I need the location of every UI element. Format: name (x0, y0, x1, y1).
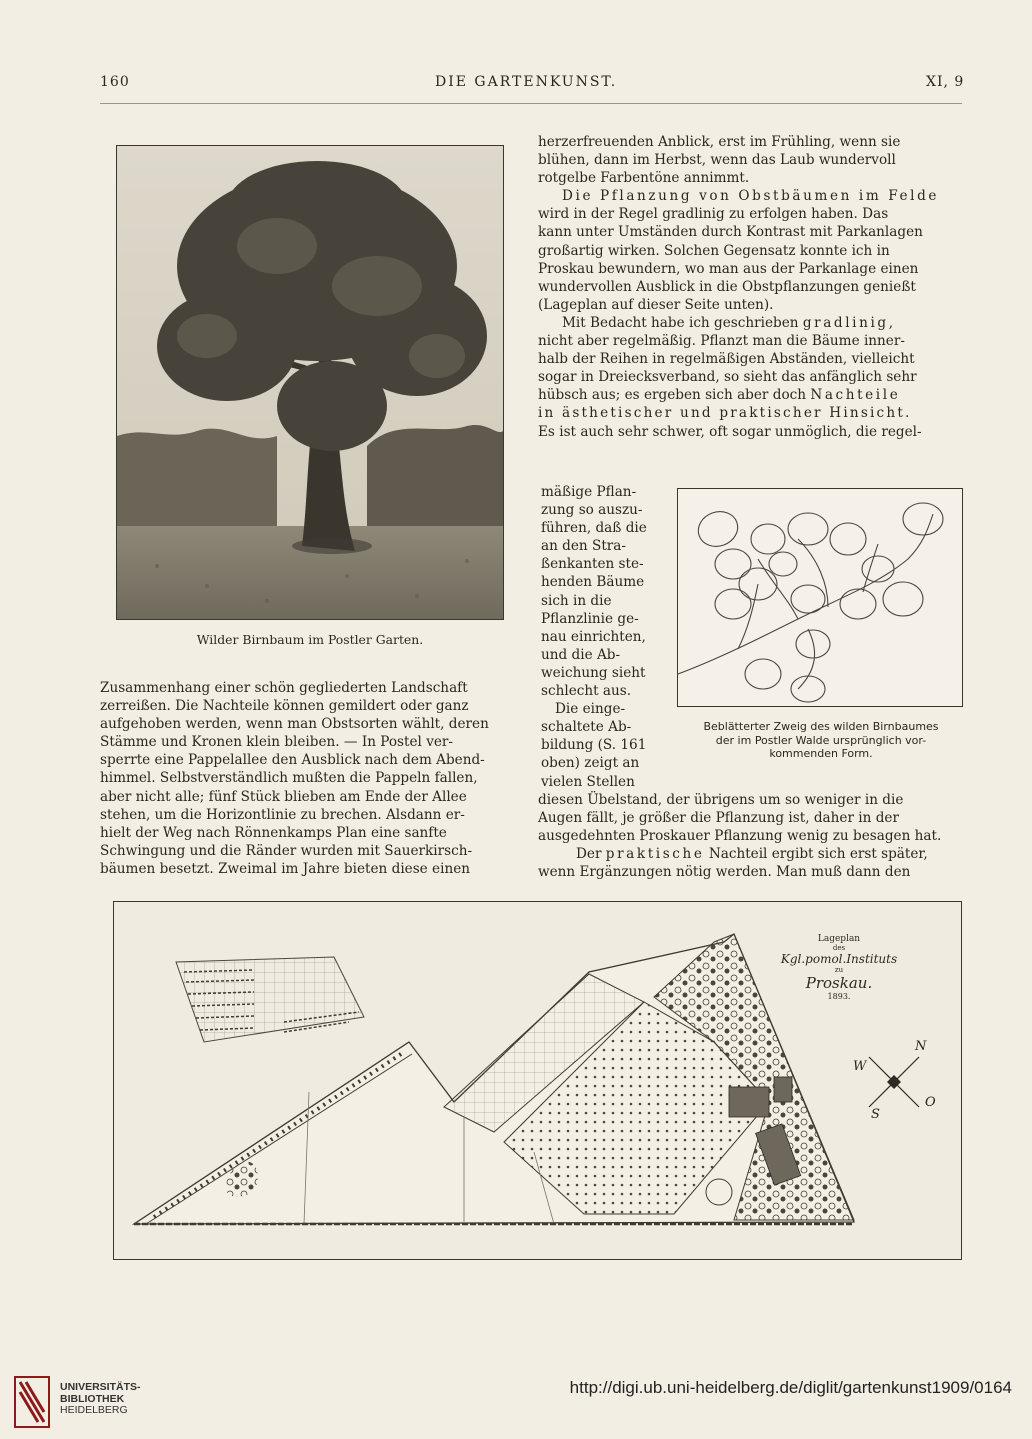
text-line: und die Ab- (541, 646, 621, 663)
text-line: Zusammenhang einer schön gegliederten Landschaft (100, 680, 468, 696)
text-line: Augen fällt, je größer die Pflanzung ist, daher in der (538, 810, 899, 827)
spaced-word: gradlinig, (802, 314, 896, 331)
text-span: Mit Bedacht habe ich geschrieben (562, 314, 803, 331)
running-title: DIE GARTENKUNST. (435, 74, 618, 90)
text-line: Die einge- (555, 701, 626, 718)
text-line: aufgehoben werden, wenn man Obstsorten wählt, deren (100, 716, 489, 733)
library-name-line: HEIDELBERG (60, 1404, 128, 1416)
branch-drawing (677, 488, 963, 707)
library-name-line: BIBLIOTHEK (60, 1392, 125, 1405)
text-span: Nachteil ergibt sich erst später, (704, 846, 928, 863)
text-line: bäumen besetzt. Zweimal im Jahre bieten diese einen (100, 860, 470, 877)
compass-o: O (925, 1095, 936, 1110)
text-line: herzerfreuenden Anblick, erst im Frühling, wenn sie (538, 134, 901, 150)
text-line: weichung sieht (541, 664, 646, 681)
leafy-branch-icon (678, 489, 962, 706)
text-line: stehen, um die Horizontlinie zu brechen. Alsdann er- (100, 806, 465, 823)
text-line: nicht aber regelmäßig. Pflanzt man die Bäume inner- (538, 333, 905, 350)
header-rule (100, 103, 962, 104)
spaced-heading: Die Pflanzung von Obstbäumen im Felde (562, 188, 940, 205)
text-line (538, 404, 962, 422)
tree-photo-caption: Wilder Birnbaum im Postler Garten. (196, 632, 424, 647)
text-line: vielen Stellen (541, 773, 635, 790)
spaced-phrase: in ästhetischer und praktischer Hinsicht. (538, 405, 912, 422)
compass-s: S (871, 1107, 880, 1122)
text-line: aber nicht alle; fünf Stück blieben am Ende der Allee (100, 788, 467, 805)
text-line: ßenkanten ste- (541, 556, 644, 573)
text-line: rotgelbe Farbentöne annimmt. (538, 170, 750, 187)
text-line: nau einrichten, (541, 628, 646, 645)
text-line: Schwingung und die Ränder wurden mit Sauerkirsch- (100, 842, 473, 859)
text-line: zerreißen. Die Nachteile können gemildert oder ganz (100, 698, 469, 715)
text-line: großartig wirken. Solchen Gegensatz konnte ich in (538, 242, 890, 259)
spaced-word: Nachteile (810, 387, 901, 404)
text-line (538, 845, 962, 863)
caption-line: der im Postler Walde ursprünglich vor- (715, 733, 927, 747)
text-line: ausgedehnten Proskauer Pflanzung wenig zu besagen hat. (538, 828, 942, 845)
compass-w: W (853, 1059, 867, 1074)
text-line: zung so auszu- (541, 502, 643, 519)
text-line: sperrte eine Pappelallee den Ausblick nach dem Abend- (100, 752, 485, 769)
library-name (60, 1382, 141, 1417)
text-line: mäßige Pflan- (541, 484, 637, 500)
plan-title-line: Lageplan (817, 934, 861, 944)
library-logo[interactable] (12, 1374, 52, 1434)
issue-label: XI, 9 (926, 74, 965, 90)
text-line: Stämme und Kronen klein bleiben. — In Postel ver- (100, 734, 454, 751)
plan-title-line: des (832, 944, 846, 952)
text-line: wenn Ergänzungen nötig werden. Man muß dann den (538, 864, 911, 881)
text-line: schlecht aus. (541, 683, 632, 700)
pear-tree-photo-icon (117, 146, 503, 619)
spaced-word: praktische (605, 846, 705, 863)
page-number: 160 (100, 74, 130, 90)
text-line: führen, daß die (541, 520, 647, 537)
text-line: blühen, dann im Herbst, wenn das Laub wundervoll (538, 152, 896, 169)
text-line: Proskau bewundern, wo man aus der Parkanlage einen (538, 260, 919, 277)
text-line: sich in die (541, 592, 612, 609)
text-line: an den Stra- (541, 538, 626, 555)
plan-title (764, 934, 914, 1001)
text-line: sogar in Dreiecksverband, so sieht das anfänglich sehr (538, 369, 917, 386)
left-column-text (100, 679, 523, 878)
inset-plan (176, 957, 364, 1042)
plan-title-line: Proskau. (805, 974, 873, 992)
text-line: Es ist auch sehr schwer, oft sogar unmöglich, die regel- (538, 423, 922, 440)
tree-photo (116, 145, 504, 620)
plan-title-line: 1893. (827, 992, 851, 1001)
site-plan (113, 901, 962, 1260)
text-line: Pflanzlinie ge- (541, 610, 639, 627)
library-logo-icon (12, 1374, 52, 1430)
text-line: wird in der Regel gradlinig zu erfolgen haben. Das (538, 206, 889, 223)
text-span: hübsch aus; es ergeben sich aber doch (538, 387, 811, 404)
source-url-link[interactable]: http://digi.ub.uni-heidelberg.de/diglit/gartenkunst1909/0164 (569, 1378, 1012, 1397)
text-line (538, 386, 962, 404)
text-line: hielt der Weg nach Rönnenkamps Plan eine sanfte (100, 824, 447, 841)
right-column-text (538, 133, 962, 441)
text-line: oben) zeigt an (541, 755, 640, 772)
caption-line: Beblätterter Zweig des wilden Birnbaumes (703, 720, 939, 733)
text-line: diesen Übelstand, der übrigens um so weniger in die (538, 792, 904, 808)
branch-caption (676, 720, 966, 761)
text-line: halb der Reihen in regelmäßigen Abständen, vielleicht (538, 351, 915, 368)
text-line: kann unter Umständen durch Kontrast mit Parkanlagen (538, 224, 923, 241)
text-line: wundervollen Ausblick in die Obstpflanzungen genießt (538, 278, 916, 295)
compass-rose (849, 1037, 939, 1127)
plan-title-line: zu (834, 966, 844, 974)
text-line: (Lageplan auf dieser Seite unten). (538, 296, 774, 313)
text-span: Der (576, 846, 606, 863)
text-line: bildung (S. 161 (541, 737, 647, 754)
text-line (538, 187, 962, 205)
right-column-lower-text (538, 791, 962, 881)
text-line: henden Bäume (541, 574, 645, 591)
caption-line: kommenden Form. (769, 747, 873, 760)
compass-n: N (915, 1039, 927, 1054)
text-line (538, 314, 962, 332)
plan-title-line: Kgl.pomol.Instituts (780, 952, 898, 966)
library-name-line: UNIVERSITÄTS- (60, 1381, 141, 1393)
narrow-wrap-text (541, 483, 657, 791)
text-line: himmel. Selbstverständlich mußten die Pappeln fallen, (100, 770, 478, 787)
text-line: schaltete Ab- (541, 719, 632, 736)
